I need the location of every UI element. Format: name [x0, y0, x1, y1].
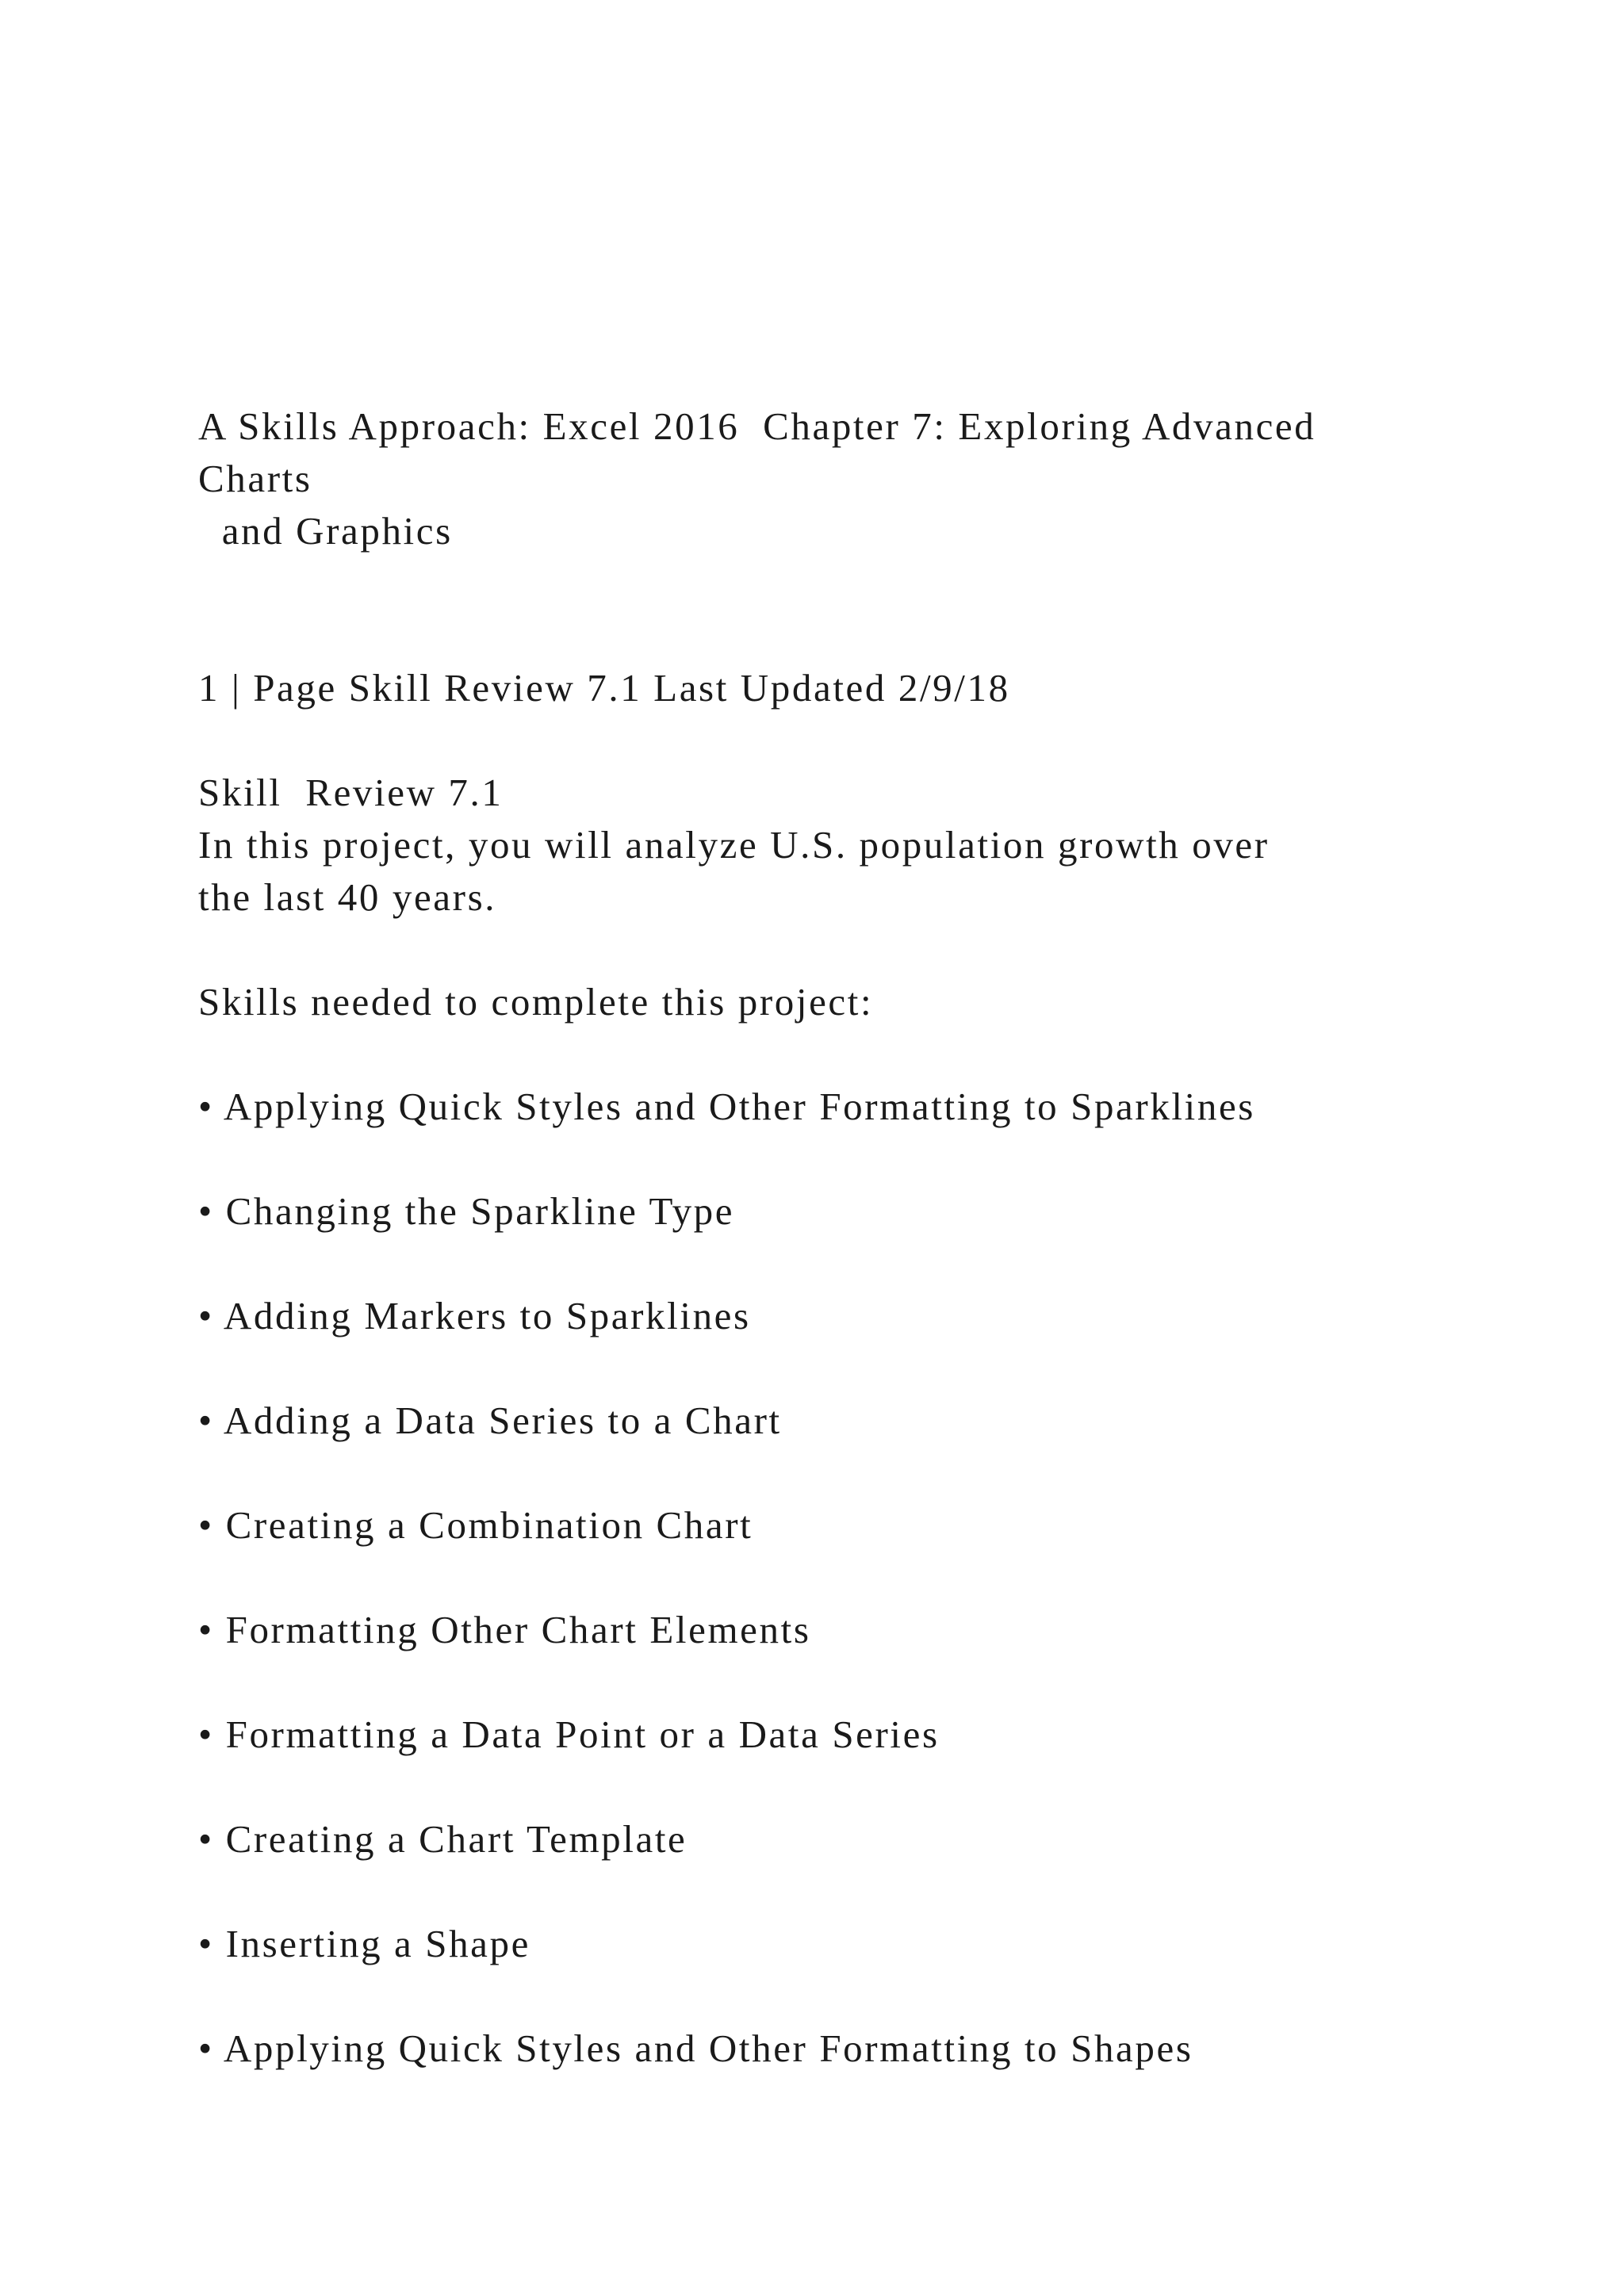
skill-list-item: • Creating a Combination Chart	[198, 1503, 753, 1547]
spacer	[198, 1761, 1507, 1813]
spacer	[198, 1238, 1507, 1290]
skills-heading: Skills needed to complete this project:	[198, 980, 874, 1024]
document-page	[198, 400, 1507, 2075]
spacer	[198, 924, 1507, 976]
spacer	[198, 1866, 1507, 1918]
spacer	[198, 557, 1507, 610]
document-title-line-3: and Graphics	[198, 509, 453, 553]
skill-list-item: • Changing the Sparkline Type	[198, 1189, 735, 1233]
document-title-line-2: Charts	[198, 457, 312, 500]
skill-list-item: • Formatting a Data Point or a Data Series	[198, 1712, 940, 1756]
spacer	[198, 1970, 1507, 2022]
skill-list-item: • Applying Quick Styles and Other Formatting to Shapes	[198, 2026, 1193, 2070]
page-info: 1 | Page Skill Review 7.1 Last Updated 2/9/18	[198, 666, 1010, 710]
skill-list-item: • Creating a Chart Template	[198, 1817, 688, 1861]
spacer	[198, 1028, 1507, 1081]
section-heading: Skill Review 7.1	[198, 771, 504, 814]
skill-list-item: • Formatting Other Chart Elements	[198, 1608, 811, 1651]
intro-line-2: the last 40 years.	[198, 875, 497, 919]
skill-list-item: • Adding Markers to Sparklines	[198, 1294, 751, 1337]
spacer	[198, 1656, 1507, 1709]
spacer	[198, 1133, 1507, 1185]
document-title-line-1: A Skills Approach: Excel 2016 Chapter 7: Exploring Advanced	[198, 404, 1316, 448]
spacer	[198, 610, 1507, 662]
spacer	[198, 714, 1507, 767]
spacer	[198, 1342, 1507, 1395]
skill-list-item: • Adding a Data Series to a Chart	[198, 1399, 782, 1442]
spacer	[198, 1552, 1507, 1604]
spacer	[198, 1447, 1507, 1499]
intro-line-1: In this project, you will analyze U.S. population growth over	[198, 823, 1270, 867]
skill-list-item: • Applying Quick Styles and Other Formatting to Sparklines	[198, 1085, 1255, 1128]
skill-list-item: • Inserting a Shape	[198, 1922, 530, 1965]
